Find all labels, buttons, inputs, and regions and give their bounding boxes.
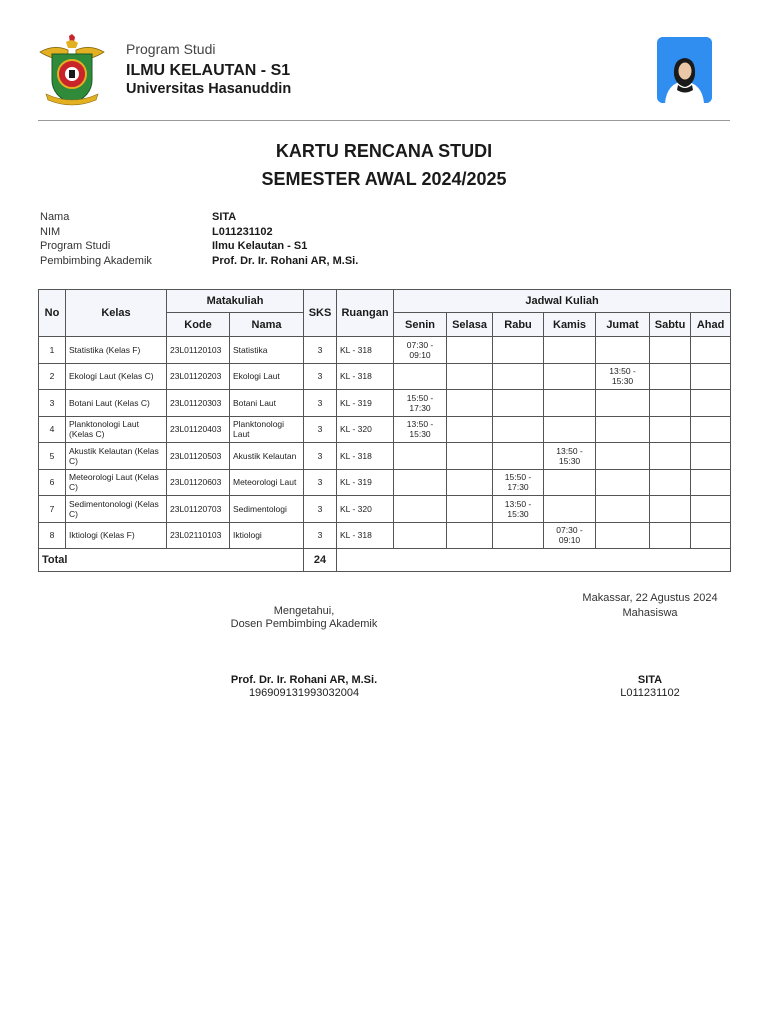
row-ruangan: KL - 319 [337, 390, 394, 417]
schedule-cell [493, 443, 544, 470]
row-kode: 23L01120603 [167, 469, 230, 496]
row-nama: Botani Laut [230, 390, 304, 417]
schedule-cell [544, 469, 596, 496]
student-role: Mahasiswa [622, 607, 678, 619]
row-no: 2 [39, 363, 66, 390]
header-ruangan: Ruangan [337, 290, 394, 337]
row-no: 1 [39, 337, 66, 364]
row-kode: 23L02110103 [167, 522, 230, 549]
table-row [39, 443, 731, 470]
advisor-ack: Mengetahui, [273, 605, 335, 617]
row-ruangan: KL - 320 [337, 416, 394, 443]
krs-table [38, 289, 731, 572]
advisor-role: Dosen Pembimbing Akademik [230, 618, 378, 630]
header-day: Kamis [544, 313, 596, 337]
info-row-nama [40, 210, 358, 225]
schedule-cell [394, 496, 447, 523]
schedule-cell [447, 390, 493, 417]
row-sks: 3 [304, 469, 337, 496]
header-kelas: Kelas [66, 290, 167, 337]
info-row-nim [40, 225, 358, 240]
row-sks: 3 [304, 337, 337, 364]
row-kelas: Ekologi Laut (Kelas C) [66, 363, 167, 390]
advisor-name: Prof. Dr. Ir. Rohani AR, M.Si. [230, 674, 378, 686]
total-row [39, 549, 731, 572]
schedule-cell [447, 416, 493, 443]
schedule-cell [650, 363, 691, 390]
info-label: Pembimbing Akademik [40, 254, 152, 267]
header-day: Jumat [596, 313, 650, 337]
schedule-cell [493, 363, 544, 390]
table-row [39, 390, 731, 417]
schedule-cell [691, 443, 731, 470]
row-no: 3 [39, 390, 66, 417]
schedule-cell [691, 390, 731, 417]
schedule-cell [691, 337, 731, 364]
table-row [39, 363, 731, 390]
row-kode: 23L01120203 [167, 363, 230, 390]
header-sks: SKS [304, 290, 337, 337]
student-info [40, 210, 358, 268]
schedule-cell [596, 469, 650, 496]
schedule-cell [394, 522, 447, 549]
row-ruangan: KL - 320 [337, 496, 394, 523]
schedule-cell [596, 416, 650, 443]
table-row [39, 337, 731, 364]
student-signature [580, 674, 720, 700]
header-divider [38, 120, 730, 121]
schedule-cell [691, 416, 731, 443]
schedule-cell [544, 363, 596, 390]
total-label: Total [39, 549, 304, 572]
signature-advisor-block [204, 605, 404, 631]
header-day: Sabtu [650, 313, 691, 337]
header-day: Selasa [447, 313, 493, 337]
schedule-cell [447, 363, 493, 390]
table-row [39, 522, 731, 549]
row-ruangan: KL - 319 [337, 469, 394, 496]
header-day: Senin [394, 313, 447, 337]
row-kode: 23L01120503 [167, 443, 230, 470]
schedule-cell [650, 416, 691, 443]
row-no: 7 [39, 496, 66, 523]
row-kode: 23L01120703 [167, 496, 230, 523]
row-sks: 3 [304, 363, 337, 390]
info-row-program [40, 239, 358, 254]
row-kelas: Iktiologi (Kelas F) [66, 522, 167, 549]
table-body [39, 337, 731, 549]
row-ruangan: KL - 318 [337, 522, 394, 549]
info-value: Ilmu Kelautan - S1 [212, 240, 308, 253]
table-row [39, 469, 731, 496]
schedule-cell: 07:30 - 09:10 [544, 522, 596, 549]
university-name: Universitas Hasanuddin [126, 81, 292, 97]
student-nim: L011231102 [620, 687, 680, 699]
row-ruangan: KL - 318 [337, 363, 394, 390]
semester-title: SEMESTER AWAL 2024/2025 [261, 169, 507, 189]
schedule-cell [596, 443, 650, 470]
row-kelas: Botani Laut (Kelas C) [66, 390, 167, 417]
row-nama: Meteorologi Laut [230, 469, 304, 496]
schedule-cell [650, 443, 691, 470]
schedule-cell [544, 496, 596, 523]
header-day: Ahad [691, 313, 731, 337]
student-name: SITA [637, 674, 663, 686]
row-sks: 3 [304, 496, 337, 523]
place-date: Makassar, 22 Agustus 2024 [582, 592, 718, 604]
total-sks: 24 [304, 549, 337, 572]
schedule-cell [596, 496, 650, 523]
info-value: L011231102 [212, 225, 273, 238]
row-nama: Planktonologi Laut [230, 416, 304, 443]
schedule-cell [447, 469, 493, 496]
schedule-cell: 13:50 - 15:30 [544, 443, 596, 470]
schedule-cell [650, 496, 691, 523]
schedule-cell [596, 337, 650, 364]
schedule-cell [493, 522, 544, 549]
header-jadwal: Jadwal Kuliah [394, 290, 731, 313]
table-row [39, 416, 731, 443]
document-title: KARTU RENCANA STUDI [275, 141, 493, 161]
advisor-nip: 196909131993032004 [248, 687, 360, 699]
row-kelas: Statistika (Kelas F) [66, 337, 167, 364]
info-value: Prof. Dr. Ir. Rohani AR, M.Si. [212, 254, 359, 267]
row-sks: 3 [304, 390, 337, 417]
row-no: 5 [39, 443, 66, 470]
schedule-cell [394, 363, 447, 390]
schedule-cell [447, 443, 493, 470]
header-day: Rabu [493, 313, 544, 337]
row-kode: 23L01120303 [167, 390, 230, 417]
row-ruangan: KL - 318 [337, 337, 394, 364]
schedule-cell [544, 390, 596, 417]
schedule-cell [493, 337, 544, 364]
document-header [38, 34, 730, 120]
schedule-cell: 13:50 - 15:30 [596, 363, 650, 390]
schedule-cell [650, 469, 691, 496]
info-label: Program Studi [40, 240, 111, 253]
schedule-cell [596, 522, 650, 549]
info-label: NIM [40, 225, 61, 238]
schedule-cell [447, 522, 493, 549]
schedule-cell: 07:30 - 09:10 [394, 337, 447, 364]
schedule-cell [691, 496, 731, 523]
schedule-cell [447, 496, 493, 523]
info-label: Nama [40, 211, 70, 223]
program-name: ILMU KELAUTAN - S1 [126, 62, 291, 79]
row-sks: 3 [304, 522, 337, 549]
schedule-cell [650, 522, 691, 549]
schedule-cell: 15:50 - 17:30 [493, 469, 544, 496]
row-kelas: Planktonologi Laut (Kelas C) [66, 416, 167, 443]
schedule-cell [394, 469, 447, 496]
schedule-cell [493, 416, 544, 443]
schedule-cell [650, 337, 691, 364]
program-label: Program Studi [126, 41, 216, 57]
schedule-cell [493, 390, 544, 417]
info-value: SITA [212, 211, 237, 223]
header-nama: Nama [230, 313, 304, 337]
row-nama: Akustik Kelautan [230, 443, 304, 470]
advisor-signature [180, 674, 428, 700]
row-kelas: Meteorologi Laut (Kelas C) [66, 469, 167, 496]
schedule-cell [691, 469, 731, 496]
row-sks: 3 [304, 443, 337, 470]
row-nama: Sedimentologi [230, 496, 304, 523]
schedule-cell [596, 390, 650, 417]
schedule-cell [544, 416, 596, 443]
table-row [39, 496, 731, 523]
schedule-cell [691, 363, 731, 390]
schedule-cell [691, 522, 731, 549]
row-nama: Iktiologi [230, 522, 304, 549]
university-logo [38, 34, 106, 106]
row-ruangan: KL - 318 [337, 443, 394, 470]
row-kelas: Sedimentonologi (Kelas C) [66, 496, 167, 523]
student-photo [657, 37, 712, 103]
schedule-cell [394, 443, 447, 470]
schedule-cell: 15:50 - 17:30 [394, 390, 447, 417]
info-row-advisor [40, 254, 358, 269]
row-kelas: Akustik Kelautan (Kelas C) [66, 443, 167, 470]
total-filler [337, 549, 731, 572]
header-no: No [39, 290, 66, 337]
row-no: 4 [39, 416, 66, 443]
row-nama: Ekologi Laut [230, 363, 304, 390]
row-no: 6 [39, 469, 66, 496]
schedule-cell: 13:50 - 15:30 [493, 496, 544, 523]
program-block [126, 41, 291, 97]
header-kode: Kode [167, 313, 230, 337]
schedule-cell [650, 390, 691, 417]
row-kode: 23L01120103 [167, 337, 230, 364]
row-kode: 23L01120403 [167, 416, 230, 443]
schedule-cell: 13:50 - 15:30 [394, 416, 447, 443]
signature-student-block [560, 591, 740, 621]
header-matakuliah: Matakuliah [167, 290, 304, 313]
schedule-cell [544, 337, 596, 364]
row-no: 8 [39, 522, 66, 549]
row-nama: Statistika [230, 337, 304, 364]
row-sks: 3 [304, 416, 337, 443]
schedule-cell [447, 337, 493, 364]
